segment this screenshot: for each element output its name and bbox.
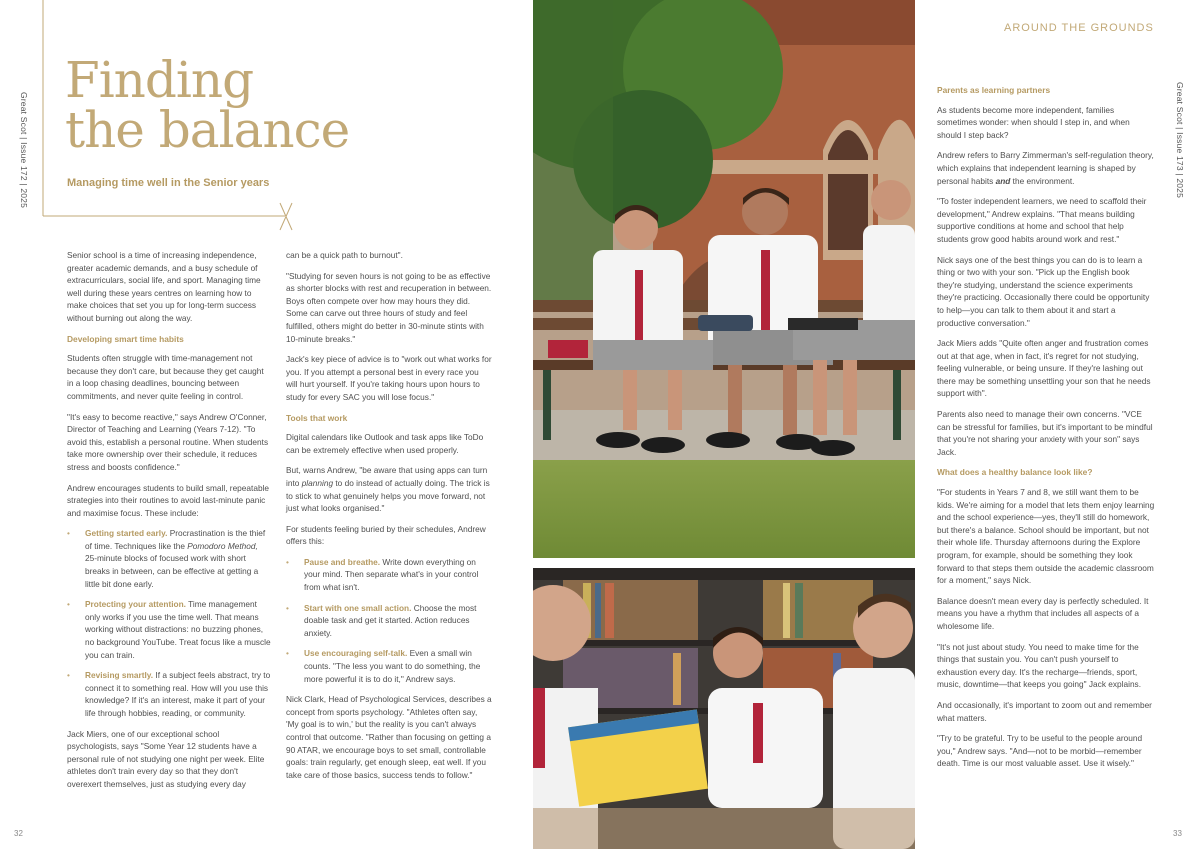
list-item — [67, 598, 271, 661]
photo-students-on-bench — [533, 0, 915, 558]
paragraph: Jack Miers, one of our exceptional school psychologists, says "Some Year 12 students have a personal rule of not studying one night per week. Elite athletes don't train every day so that they don't overexert themselves, just as studying every day — [67, 728, 265, 789]
paragraph-text: But, warns Andrew, "be aware that using apps can turn into — [286, 465, 488, 488]
list-item-text: If a subject feels abstract, try to connect it to something real. How will you use this knowledge? If it's an interest, make it part of your life through hobbies, reading, or community. — [85, 670, 271, 718]
paragraph: And occasionally, it's important to zoom out and remember what matters. — [937, 699, 1152, 723]
title-line-2: the balance — [65, 101, 350, 159]
section-heading: Tools that work — [286, 412, 348, 423]
list-item-emphasis: Pomodoro Method, — [187, 540, 258, 551]
paragraph: Andrew encourages students to build small, repeatable strategies into their routines to avoid last-minute panic and maximise focus. These include: — [67, 482, 270, 518]
paragraph: Jack Miers adds "Quite often anger and frustration comes out at that age, when in fact, it's regret for not studying, feeling vulnerable, or being unsure. If they're lashing out there may be something unsettling your son that he needs support with". — [937, 338, 1151, 399]
paragraph: Parents also need to manage their own concerns. "VCE can be stressful for families, but it's important to be mindful that you're not sharing your anxiety with your son" says Jack. — [937, 409, 1153, 457]
article-column-2 — [286, 249, 492, 789]
paragraph: "Try to be grateful. Try to be useful to the people around you," Andrew says. "And—not to be morbid—remember death. Time is our most valuable asset. Use it wisely." — [937, 733, 1143, 769]
list-item-text: Choose the most doable task and get it started. Action reduces anxiety. — [304, 602, 477, 638]
paragraph: "To foster independent learners, we need to scaffold their development," Andrew explains. "That means building supportive conditions at home and school that help students grow good habits around work and rest." — [937, 196, 1147, 244]
list-item-lead: Pause and breathe. — [304, 556, 381, 567]
paragraph: Nick Clark, Head of Psychological Services, describes a concept from sports psychology. "Athletes often say, 'My goal is to win,' but the reality is you can't always control that outcome. "Rather than focusing on getting a 90 ATAR, we encourage boys to set small, controllable goals: train regularly, get enough sleep, eat well. If you take care of those basics, success tends to follow." — [286, 694, 492, 780]
paragraph — [937, 149, 1155, 187]
paragraph: Nick says one of the best things you can do is to learn a thing or two with your son. "Pick up the English book they're studying, understand the science experiments they're practicing. Occasionally there could be opportunity to help—you can talk to them about it and start a productive conversation." — [937, 254, 1150, 328]
photo-students-in-library — [533, 568, 915, 849]
subtitle: Managing time well in the Senior years — [67, 177, 270, 189]
list-item — [286, 556, 492, 594]
paragraph: Balance doesn't mean every day is perfectly scheduled. It means you have a rhythm that includes all aspects of a wholesome life. — [937, 595, 1149, 631]
paragraph: "Studying for seven hours is not going to be as effective as shorter blocks with rest and recuperation in between. Boys often compete over how may hours they did. Some can carve out three hours of study and feel fulfilled, others might do better in 30-minute stints with 10-minute breaks." — [286, 270, 492, 344]
list-item — [286, 602, 492, 640]
paragraph-text: to do instead of actually doing. The trick is to stick to what genuinely helps you move forward, not just what looks organised." — [286, 477, 490, 514]
paragraph — [286, 464, 492, 514]
tips-list — [286, 556, 492, 685]
paragraph-text: the environment. — [1010, 175, 1075, 186]
paragraph-text: Andrew refers to Barry Zimmerman's self-regulation theory, which explains that independent learning is shaped by personal habits — [937, 150, 1154, 186]
section-heading: What does a healthy balance look like? — [937, 467, 1093, 478]
paragraph: Jack's key piece of advice is to "work out what works for you. If you attempt a personal best in every race you will hurt yourself. If you're taking hours upon hours to study for every SAC you will lose focus." — [286, 354, 492, 402]
tips-list — [67, 527, 271, 719]
paragraph-emphasis: and — [995, 175, 1011, 186]
paragraph: Digital calendars like Outlook and task apps like ToDo can be extremely effective when used properly. — [286, 432, 484, 455]
list-item-text: Write down everything on your mind. Then separate what's in your control from what isn't. — [304, 556, 479, 593]
list-item — [286, 647, 492, 685]
list-item-text: Procrastination is the thief of time. Techniques like the — [85, 528, 266, 551]
paragraph: "It's not just about study. You need to make time for the things that sustain you. You can't push yourself to exhaustion every day. It's the recharge—friends, sport, music, downtime—that keeps you going" Jack explains. — [937, 641, 1142, 690]
paragraph-emphasis: planning — [301, 477, 334, 488]
running-head-right: Great Scot | Issue 173 | 2025 — [1175, 81, 1185, 199]
list-item — [67, 669, 271, 719]
paragraph: As students become more independent, families sometimes wonder: when should I step in, and when should I step back? — [937, 104, 1130, 140]
section-header: AROUND THE GROUNDS — [1004, 22, 1154, 34]
paragraph: can be a quick path to burnout". — [286, 250, 403, 260]
page-number-right: 33 — [1173, 829, 1182, 838]
paragraph: Senior school is a time of increasing independence, greater academic demands, and a busy schedule of extracurriculars, social life, and sport. Managing time well during these years centres on learning how to make choices that set you up for long-term success without burning out along the way. — [67, 250, 261, 323]
list-item-lead: Protecting your attention. — [85, 599, 186, 610]
page-title — [65, 51, 350, 159]
paragraph: For students feeling buried by their schedules, Andrew offers this: — [286, 523, 486, 547]
list-item-lead: Revising smartly. — [85, 670, 154, 681]
page-number-left: 32 — [14, 829, 23, 838]
paragraph: "For students in Years 7 and 8, we still want them to be kids. We're aiming for a model that lets them enjoy learning and the school experience—yes, they'll still do homework, but there's a balance. School should be important, but not their whole life. Thursday afternoons during the Explore program, for example, should be something they look forward to that steps them outside the academic classroom for a moment," says Nick. — [937, 487, 1155, 586]
list-item — [67, 527, 271, 590]
running-head-left: Great Scot | Issue 172 | 2025 — [19, 91, 29, 209]
list-item-lead: Start with one small action. — [304, 602, 412, 613]
list-item-lead: Getting started early. — [85, 528, 168, 539]
section-heading: Developing smart time habits — [67, 333, 184, 344]
photo-library-illustration — [533, 568, 915, 849]
photo-bench-illustration — [533, 0, 915, 558]
article-column-1 — [67, 249, 271, 799]
paragraph: Students often struggle with time-management not because they don't care, but because they get caught in a loop chasing deadlines, bouncing between commitments, and never quite feeling in control. — [67, 353, 264, 401]
article-column-3 — [937, 84, 1155, 778]
section-heading: Parents as learning partners — [937, 85, 1051, 95]
list-item-lead: Use encouraging self-talk. — [304, 648, 408, 659]
list-item-text: 25-minute blocks of focused work with short breaks in between, can be effective at getting a little bit done early. — [85, 553, 259, 589]
list-item-text: Even a small win counts. "The less you want to do something, the more powerful it is to do it," Andrew says. — [304, 648, 481, 684]
list-item-text: Time management only works if you use the time well. That means working without distractions: no buzzing phones, no background YouTube. Treat focus like a muscle you can train. — [85, 599, 271, 660]
paragraph: "It's easy to become reactive," says Andrew O'Conner, Director of Teaching and Learning (Years 7-12). "To avoid this, establish a personal routine. When students take more ownership over their schedule, it reduces stress and boosts confidence." — [67, 411, 269, 472]
title-line-1: Finding — [65, 51, 254, 109]
